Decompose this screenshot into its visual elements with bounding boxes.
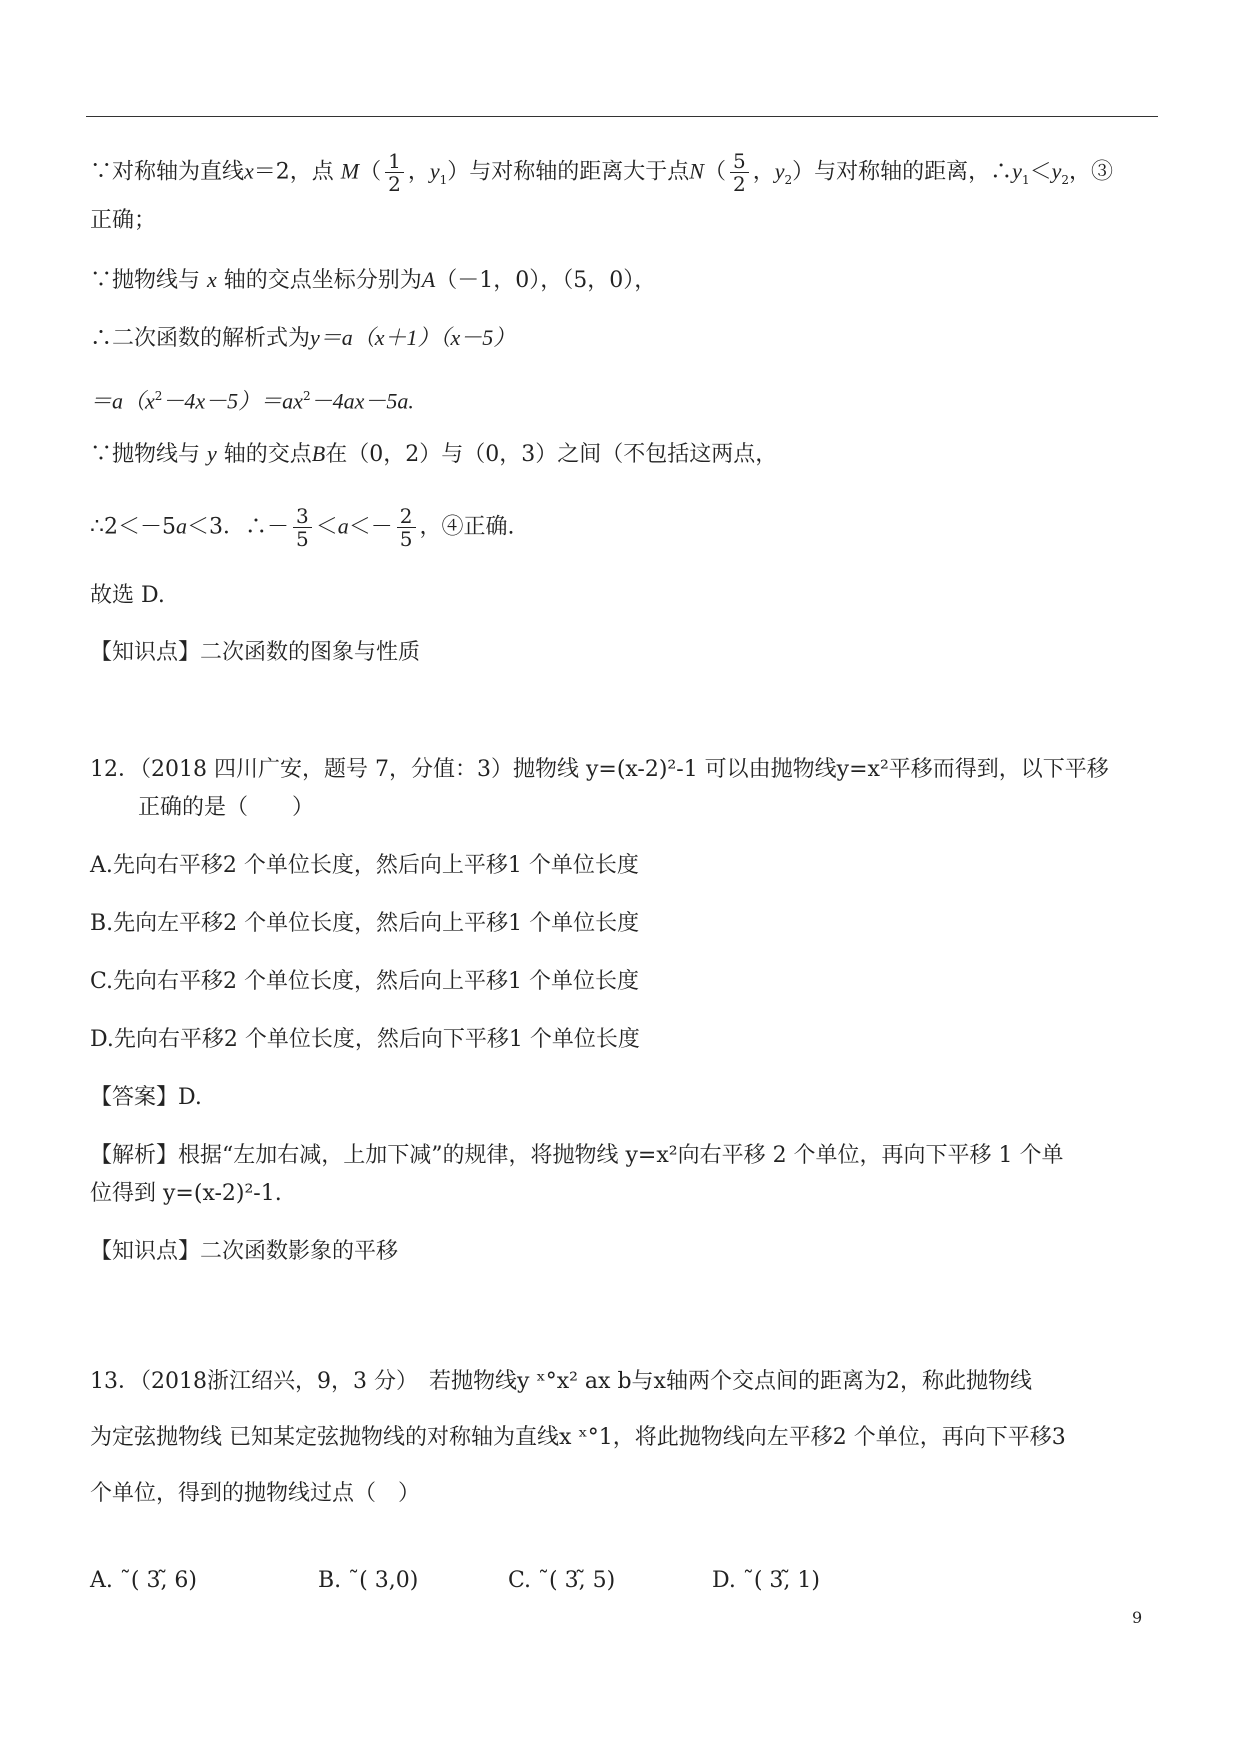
text: （－1，0），（5，0）， — [435, 268, 657, 293]
text: ， — [752, 159, 775, 185]
line-choice: 故选 D. — [90, 583, 165, 608]
numerator: 3 — [293, 505, 312, 528]
text: ＜ — [1029, 159, 1052, 185]
superscript: 2 — [154, 389, 163, 403]
question-12-stem: 12．（2018 四川广安，题号 7，分值：3）抛物线 y=(x-2)²-1 可以由抛物线y=x²平移而得到，以下平移 — [90, 757, 1109, 782]
text: ）与对称轴的距离，∴ — [792, 159, 1013, 185]
subscript: 1 — [439, 172, 448, 187]
line-y-intercept — [90, 440, 777, 469]
question-12-option-a: A.先向右平移2 个单位长度，然后向上平移1 个单位长度 — [90, 853, 639, 878]
text: ，④正确. — [419, 514, 515, 540]
answer: 【答案】D. — [90, 1085, 202, 1110]
text: ， — [407, 159, 430, 185]
subscript: 2 — [784, 172, 793, 187]
var-y: y — [774, 158, 785, 184]
question-13-stem: 13．（2018浙江绍兴，9，3 分） 若抛物线y ˣ°x² ax b与x轴两个交点间的距离为2，称此抛物线 — [90, 1369, 1032, 1394]
text: 在（0，2）与（0，3）之间（不包括这两点， — [325, 442, 778, 467]
numerator: 5 — [730, 150, 749, 173]
formula: －4x－5）＝ax — [162, 388, 303, 414]
text: ∴二次函数的解析式为 — [90, 326, 311, 351]
point-m: M — [340, 158, 360, 184]
numerator: 1 — [385, 150, 404, 173]
text: ，③ — [1069, 159, 1114, 185]
question-13-option-b: B. ˜( 3,0) — [318, 1568, 419, 1593]
superscript: 2 — [302, 389, 311, 403]
var-x: x — [244, 158, 254, 184]
point-n: N — [689, 158, 704, 184]
formula: ＝a（x — [90, 388, 155, 414]
question-13-stem-cont2: 个单位，得到的抛物线过点（ ） — [90, 1481, 421, 1506]
point-b: B — [311, 441, 326, 466]
var-x: x — [207, 267, 217, 292]
line-x-intercepts — [90, 266, 656, 295]
denominator: 5 — [399, 527, 413, 551]
point-a: A — [421, 267, 436, 292]
text: ∵抛物线与 — [90, 268, 201, 293]
header-rule — [86, 116, 1158, 117]
text: ＝2，点 — [253, 159, 334, 185]
subscript: 2 — [1061, 172, 1069, 187]
denominator: 2 — [733, 172, 746, 196]
var-y: y — [1012, 158, 1022, 184]
var-y: y — [207, 441, 217, 466]
text: ∴2＜－5 — [90, 514, 176, 540]
text: ＜ — [315, 514, 338, 540]
line-inequality — [90, 505, 515, 550]
text: ∵抛物线与 — [90, 442, 201, 467]
line-correct: 正确； — [90, 208, 157, 233]
line-expanded — [90, 382, 414, 416]
numerator: 2 — [397, 505, 416, 528]
denominator: 5 — [296, 527, 309, 551]
fraction-two-fifths — [397, 505, 416, 550]
question-13-stem-cont: 为定弦抛物线 已知某定弦抛物线的对称轴为直线x ˣ°1，将此抛物线向左平移2 个单位，再向下平移3 — [90, 1425, 1066, 1450]
question-13-option-d: D. ˜( 3,̃ 1) — [712, 1568, 820, 1593]
text: 轴的交点坐标分别为 — [223, 268, 422, 293]
text: ＜3．∴－ — [187, 514, 289, 540]
question-13-option-c: C. ˜( 3,̃ 5) — [508, 1568, 616, 1593]
question-12-stem-cont: 正确的是（ ） — [138, 795, 315, 820]
analysis-cont: 位得到 y=(x-2)²-1. — [90, 1181, 282, 1206]
denominator: 2 — [388, 172, 401, 196]
question-12-option-b: B.先向左平移2 个单位长度，然后向上平移1 个单位长度 — [90, 911, 640, 936]
subscript: 1 — [1021, 172, 1030, 187]
question-12-option-d: D.先向右平移2 个单位长度，然后向下平移1 个单位长度 — [90, 1027, 640, 1052]
knowledge-point: 【知识点】二次函数的图象与性质 — [90, 640, 421, 665]
var-a: a — [337, 513, 349, 539]
question-12-option-c: C.先向右平移2 个单位长度，然后向上平移1 个单位长度 — [90, 969, 640, 994]
text: （ — [359, 159, 382, 185]
fraction-five-half — [730, 150, 749, 195]
formula: －4ax－5a. — [310, 388, 414, 414]
text: ）与对称轴的距离大于点 — [447, 159, 690, 185]
knowledge-point: 【知识点】二次函数影象的平移 — [90, 1239, 399, 1264]
text: 轴的交点 — [223, 442, 312, 467]
var-a: a — [176, 513, 187, 539]
analysis: 【解析】根据“左加右减，上加下减”的规律，将抛物线 y=x²向右平移 2 个单位，再向下平移 1 个单 — [90, 1143, 1064, 1168]
fraction-three-fifths — [293, 505, 312, 550]
formula: y＝a（x＋1）（x－5） — [310, 325, 516, 350]
fraction-one-half — [385, 150, 404, 195]
var-y: y — [429, 158, 440, 184]
var-y: y — [1051, 158, 1062, 184]
text: （ — [703, 159, 726, 185]
line-expression — [90, 324, 515, 353]
text: ＜－ — [348, 514, 393, 540]
line-symmetry-axis — [90, 150, 1113, 195]
text: ∵对称轴为直线 — [90, 159, 245, 185]
page-number: 9 — [1132, 1608, 1143, 1627]
question-13-option-a: A. ˜( 3,̃ 6) — [90, 1568, 198, 1593]
